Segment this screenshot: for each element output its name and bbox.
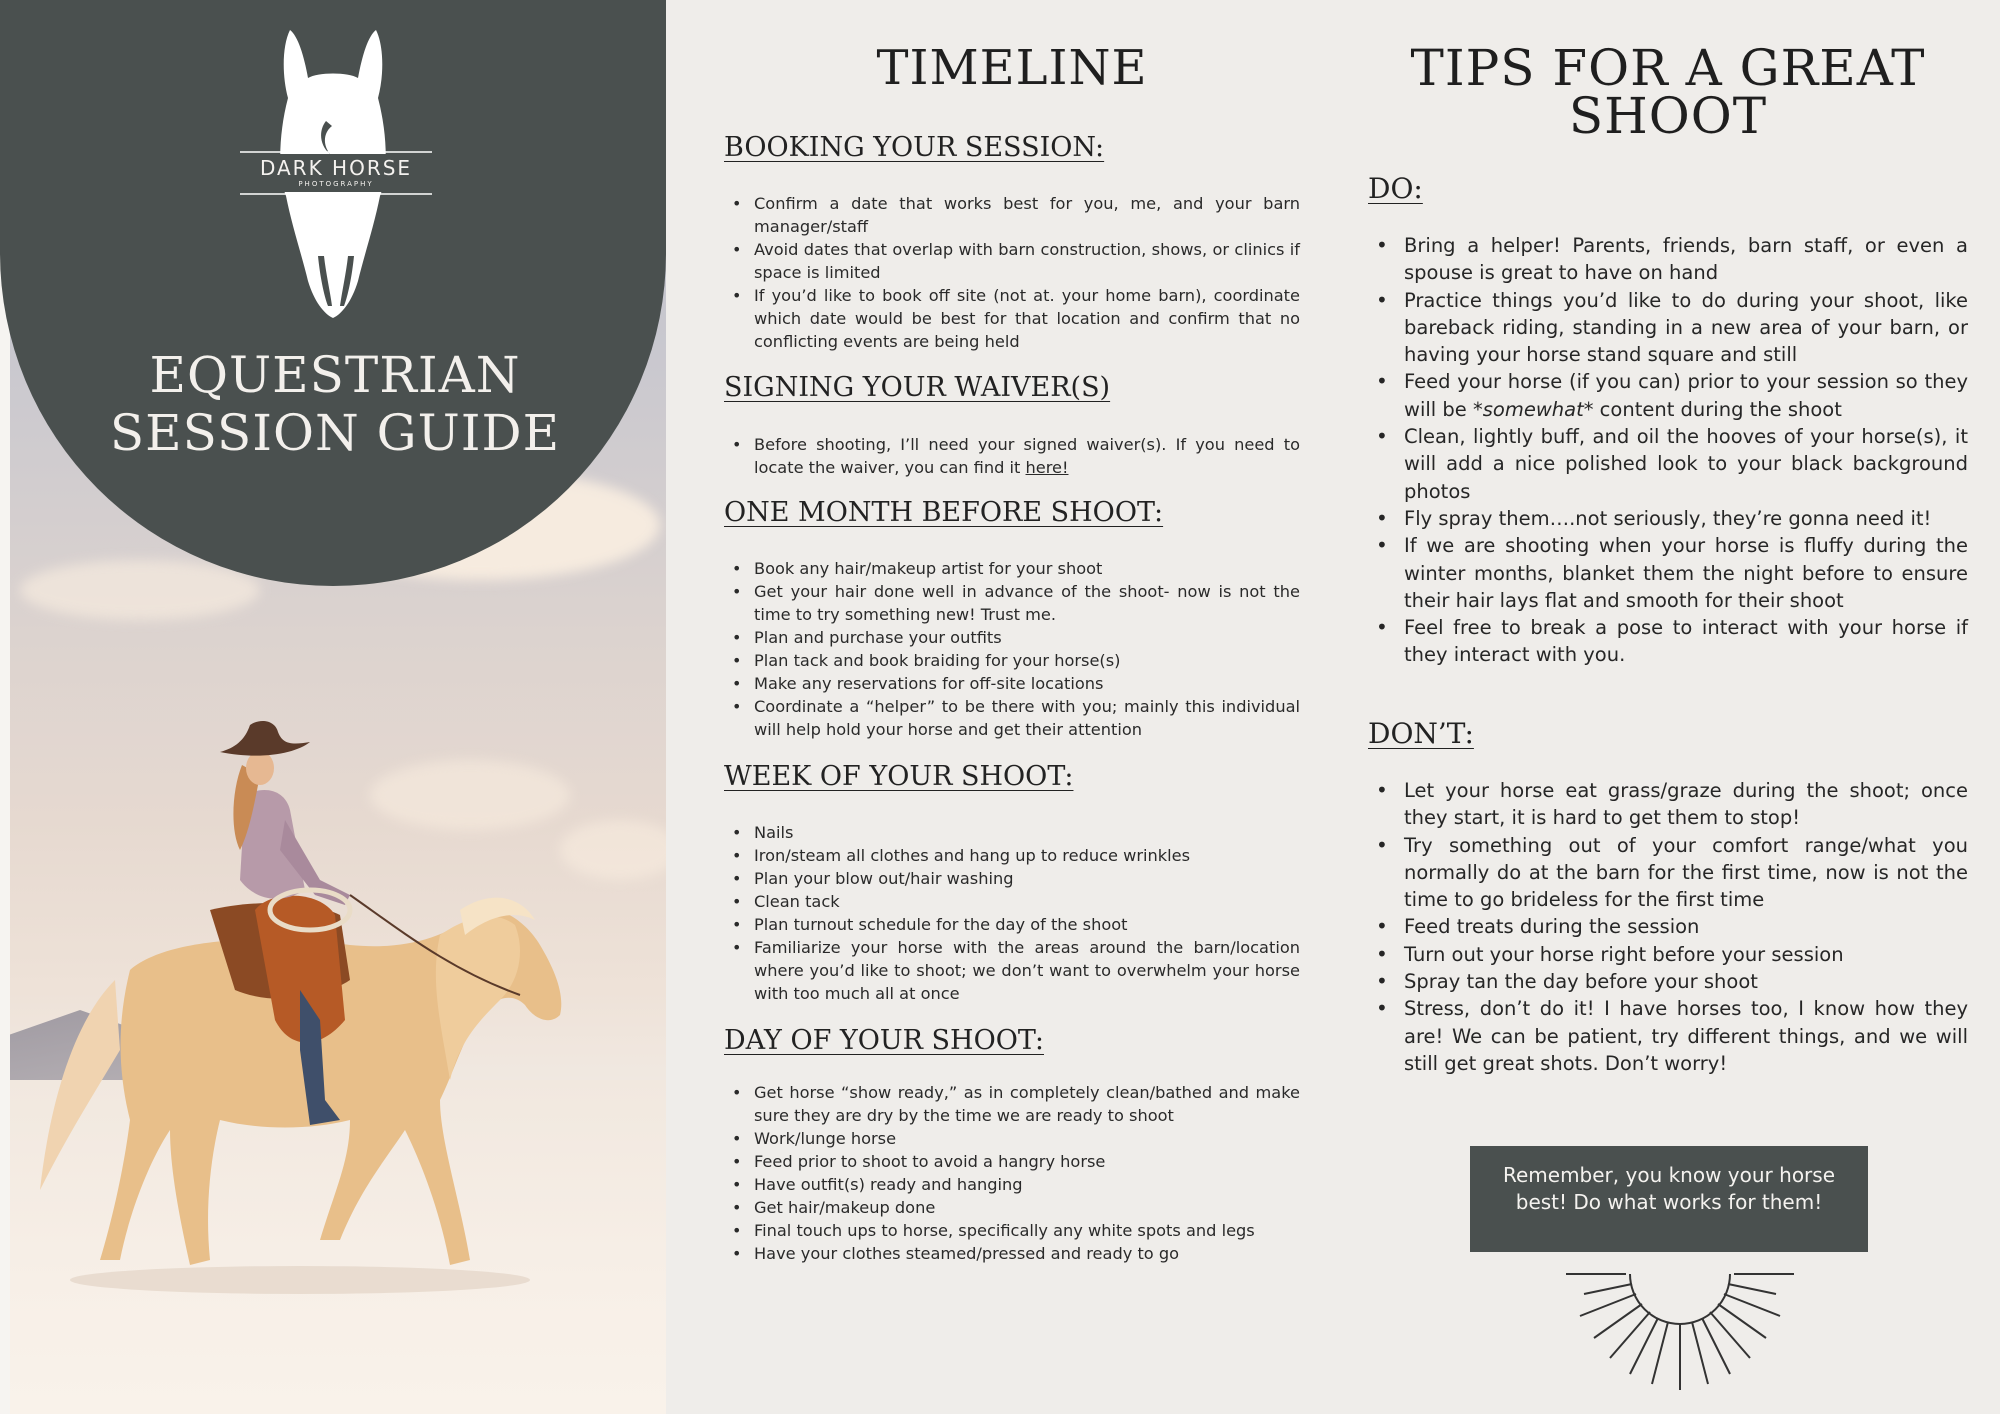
list-item: • Plan your blow out/hair washing: [754, 867, 1300, 890]
booking-heading: BOOKING YOUR SESSION:: [724, 132, 1105, 163]
feed-text-emphasis: *somewhat*: [1472, 397, 1594, 421]
list-item: • Iron/steam all clothes and hang up to reduce wrinkles: [754, 844, 1300, 867]
brand-name: DARK HORSE: [259, 156, 413, 180]
dont-heading: DON’T:: [1368, 717, 1474, 750]
waiver-heading: SIGNING YOUR WAIVER(S): [724, 372, 1111, 403]
waiver-text: Before shooting, I’ll need your signed waiver(s). If you need to locate the waiver, you can find it: [754, 435, 1300, 477]
waiver-list: [754, 433, 1300, 479]
list-item: • Book any hair/makeup artist for your shoot: [754, 557, 1300, 580]
list-item: • Practice things you’d like to do during your shoot, like bareback riding, standing in a new area of your barn, or having your horse stand square and still: [1404, 287, 1968, 369]
reminder-line1: Remember, you know your horse: [1502, 1163, 1835, 1187]
guide-title-line2: SESSION GUIDE: [109, 404, 561, 462]
list-item: • Avoid dates that overlap with barn construction, shows, or clinics if space is limited: [754, 238, 1300, 284]
list-item: • Turn out your horse right before your session: [1404, 941, 1968, 968]
list-item: • Feed prior to shoot to avoid a hangry horse: [754, 1150, 1300, 1173]
list-item: • Plan and purchase your outfits: [754, 626, 1300, 649]
week-of-list: [754, 821, 1300, 1005]
tips-title-line2: SHOOT: [1568, 87, 1768, 145]
list-item: • Have your clothes steamed/pressed and ready to go: [754, 1242, 1300, 1265]
list-item: • Feed treats during the session: [1404, 913, 1968, 940]
tips-title-line1: TIPS FOR A GREAT: [1410, 39, 1926, 97]
waiver-link[interactable]: here!: [1025, 458, 1069, 477]
list-item: • Coordinate a “helper” to be there with you; mainly this individual will help hold your horse and get their attention: [754, 695, 1300, 741]
day-of-list: [754, 1081, 1300, 1265]
list-item: • Get hair/makeup done: [754, 1196, 1300, 1219]
list-item: • Final touch ups to horse, specifically any white spots and legs: [754, 1219, 1300, 1242]
list-item: • Familiarize your horse with the areas around the barn/location where you’d like to shoot; we don’t want to overwhelm your horse with too much all at once: [754, 936, 1300, 1005]
list-item: • Clean, lightly buff, and oil the hooves of your horse(s), it will add a nice polished look to your black background photos: [1404, 423, 1968, 505]
list-item: • Plan turnout schedule for the day of the shoot: [754, 913, 1300, 936]
feed-text-before: Feed your horse (if you can) prior to your session so they will be: [1404, 370, 1968, 421]
list-item: • Fly spray them….not seriously, they’re gonna need it!: [1404, 505, 1968, 532]
dont-list: [1404, 777, 1968, 1077]
list-item: • Let your horse eat grass/graze during the shoot; once they start, it is hard to get them to stop!: [1404, 777, 1968, 832]
cloud: [20, 560, 260, 620]
feed-text-after: content during the shoot: [1593, 397, 1842, 421]
list-item: • Try something out of your comfort range/what you normally do at the barn for the first time, now is not the time to go brideless for the first time: [1404, 832, 1968, 914]
day-of-heading: DAY OF YOUR SHOOT:: [724, 1025, 1044, 1056]
do-heading: DO:: [1368, 172, 1423, 205]
do-list: [1404, 232, 1968, 669]
sunburst-icon: [1566, 1270, 1794, 1390]
guide-title-line1: EQUESTRIAN: [149, 346, 521, 404]
booking-list: [754, 192, 1300, 353]
list-item: • Spray tan the day before your shoot: [1404, 968, 1968, 995]
list-item: • Get horse “show ready,” as in completely clean/bathed and make sure they are dry by the time we are ready to shoot: [754, 1081, 1300, 1127]
cover-panel: [0, 0, 666, 1414]
list-item: • Stress, don’t do it! I have horses too, I know how they are! We can be patient, try different things, and we will still get great shots. Don’t worry!: [1404, 995, 1968, 1077]
list-item: • Nails: [754, 821, 1300, 844]
guide-title: [60, 346, 610, 462]
list-item: • Work/lunge horse: [754, 1127, 1300, 1150]
list-item: • Bring a helper! Parents, friends, barn staff, or even a spouse is great to have on hand: [1404, 232, 1968, 287]
list-item: • Plan tack and book braiding for your horse(s): [754, 649, 1300, 672]
reminder-line2: best! Do what works for them!: [1515, 1190, 1823, 1214]
list-item: • Make any reservations for off-site locations: [754, 672, 1300, 695]
list-item: • Have outfit(s) ready and hanging: [754, 1173, 1300, 1196]
list-item: • Feel free to break a pose to interact with your horse if they interact with you.: [1404, 614, 1968, 669]
list-item: • Confirm a date that works best for you, me, and your barn manager/staff: [754, 192, 1300, 238]
list-item: • Get your hair done well in advance of the shoot- now is not the time to try something new! Trust me.: [754, 580, 1300, 626]
list-item: [754, 433, 1300, 479]
reminder-box: [1470, 1146, 1868, 1252]
brand-subtitle: PHOTOGRAPHY: [298, 180, 374, 188]
week-of-heading: WEEK OF YOUR SHOOT:: [724, 761, 1074, 792]
tips-title: [1368, 39, 1968, 145]
list-item: [1404, 368, 1968, 423]
rider-on-horse-photo: [20, 720, 620, 1320]
list-item: • If you’d like to book off site (not at. your home barn), coordinate which date would be best for that location and confirm that no conflicting events are being held: [754, 284, 1300, 353]
timeline-title: TIMELINE: [876, 40, 1148, 96]
list-item: • Clean tack: [754, 890, 1300, 913]
one-month-heading: ONE MONTH BEFORE SHOOT:: [724, 497, 1164, 528]
one-month-list: [754, 557, 1300, 741]
list-item: • If we are shooting when your horse is fluffy during the winter months, blanket them the night before to ensure their hair lays flat and smooth for their shoot: [1404, 532, 1968, 614]
